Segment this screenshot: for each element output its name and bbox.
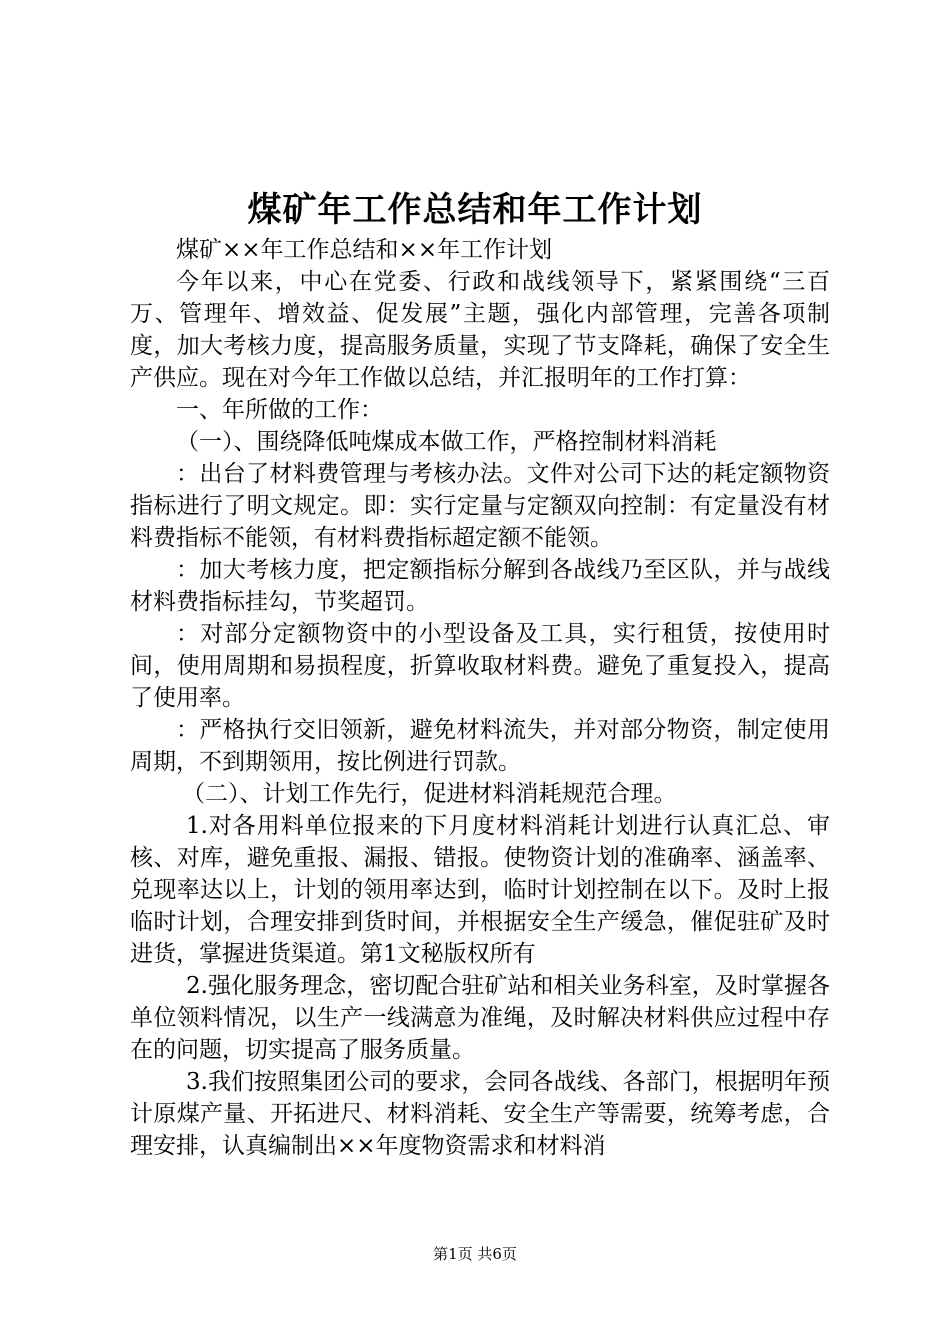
- section-heading-1: 一、年所做的工作：: [176, 397, 383, 423]
- paragraph-item: ：加大考核力度，把定额指标分解到各战线乃至区队，并与战线材料费指标挂勾，节奖超罚。: [130, 557, 830, 615]
- document-title: 煤矿年工作总结和年工作计划: [247, 190, 703, 230]
- subsection-heading-2: （二）、计划工作先行，促进材料消耗规范合理。: [182, 781, 677, 807]
- paragraph-numbered-3: 3.我们按照集团公司的要求，会同各战线、各部门，根据明年预计原煤产量、开拓进尺、材料消耗、安全生产等需要，统筹考虑，合理安排，认真编制出××年度物资需求和材料消: [130, 1069, 830, 1159]
- paragraph-numbered-1: 1.对各用料单位报来的下月度材料消耗计划进行认真汇总、审核、对库，避免重报、漏报、错报。使物资计划的准确率、涵盖率、兑现率达以上，计划的领用率达到，临时计划控制在以下。及时上报临时计划，合理安排到货时间，并根据安全生产缓急，催促驻矿及时进货，掌握进货渠道。第1文秘版权所有: [130, 813, 830, 967]
- paragraph-numbered-2: 2.强化服务理念，密切配合驻矿站和相关业务科室，及时掌握各单位领料情况，以生产一线满意为准绳，及时解决材料供应过程中存在的问题，切实提高了服务质量。: [130, 973, 830, 1063]
- document-body: [130, 234, 830, 1162]
- subsection-heading-1: （一）、围绕降低吨煤成本做工作，严格控制材料消耗: [176, 429, 717, 455]
- paragraph-item: ：严格执行交旧领新，避免材料流失，并对部分物资，制定使用周期，不到期领用，按比例进行罚款。: [130, 717, 830, 775]
- paragraph-item: ：对部分定额物资中的小型设备及工具，实行租赁，按使用时间，使用周期和易损程度，折算收取材料费。避免了重复投入，提高了使用率。: [130, 621, 830, 711]
- page-footer: 第1页 共6页: [433, 1245, 517, 1263]
- paragraph-item: ：出台了材料费管理与考核办法。文件对公司下达的耗定额物资指标进行了明文规定。即：实行定量与定额双向控制：有定量没有材料费指标不能领，有材料费指标超定额不能领。: [130, 461, 830, 551]
- paragraph-intro: 今年以来，中心在党委、行政和战线领导下，紧紧围绕“三百万、管理年、增效益、促发展”主题，强化内部管理，完善各项制度，加大考核力度，提高服务质量，实现了节支降耗，确保了安全生产供应。现在对今年工作做以总结，并汇报明年的工作打算：: [130, 269, 830, 391]
- paragraph-subtitle: 煤矿××年工作总结和××年工作计划: [176, 237, 553, 263]
